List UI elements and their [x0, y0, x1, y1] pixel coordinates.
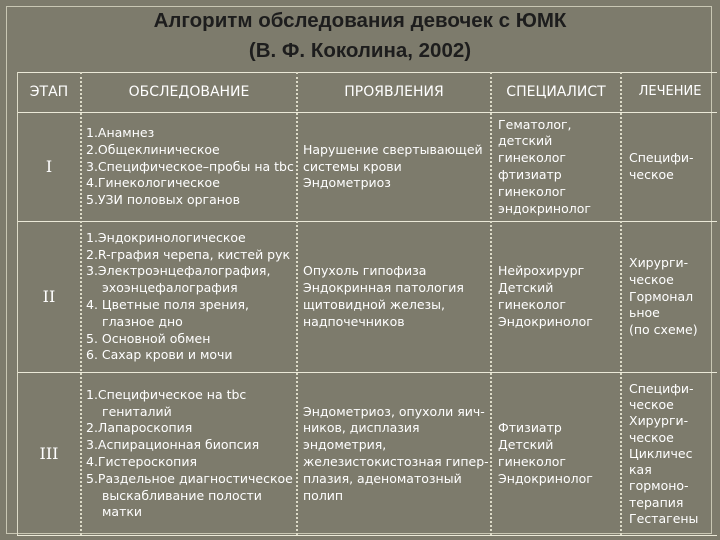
row-2-exam-item: 1.Эндокринологическое	[86, 229, 246, 245]
table-bottom-border	[17, 535, 717, 536]
column-line-2	[296, 72, 298, 535]
row-1-manifest-item: Эндометриоз	[303, 175, 391, 191]
row-1-exam-item: 5.УЗИ половых органов	[86, 192, 240, 208]
row-1-exam	[86, 113, 296, 221]
row-2-treatment-item: ьное	[629, 305, 660, 321]
row-3-manifest-item: железистокистозная гипер-	[303, 454, 489, 469]
row-1-specialist	[498, 113, 620, 221]
row-3-treatment-item: Цикличес	[629, 445, 693, 461]
row-2-specialist-item: Нейрохирург	[498, 263, 585, 279]
row-1-treatment-item: Специфи-	[629, 150, 694, 166]
row-3-exam-item: гениталий	[102, 403, 172, 419]
row-3-exam-item: 2.Лапароскопия	[86, 420, 193, 436]
row-2-stage: II	[42, 286, 56, 306]
row-2-treatment-item: Гормонал	[629, 288, 694, 304]
row-3-treatment-item: терапия	[629, 494, 684, 510]
row-3-manifest-item: плазия, аденоматозный	[303, 470, 462, 486]
row-1-stage: I	[45, 156, 53, 176]
row-1-specialist-item: фтизиатр	[498, 167, 562, 182]
row-2-treatment	[629, 222, 717, 372]
row-3-exam-item: 1.Специфическое на tbc	[86, 386, 247, 402]
row-3-treatment-item: гормоно-	[629, 478, 689, 494]
row-3-specialist-item: Детский	[498, 437, 554, 453]
header-exam: ОБСЛЕДОВАНИЕ	[128, 83, 250, 100]
row-2-exam-item: 2.R-графия черепа, кистей рук	[86, 246, 291, 262]
row-3-treatment-item: ческое	[629, 429, 674, 445]
row-3-exam-item: 3.Аспирационная биопсия	[86, 437, 260, 453]
slide-title: Алгоритм обследования девочек с ЮМК	[153, 9, 567, 32]
row-1-exam-item: 4.Гинекологическое	[86, 175, 220, 191]
row-2-specialist-item: гинеколог	[498, 297, 566, 312]
row-1-specialist-item: гинеколог	[498, 183, 566, 199]
row-2-treatment-item: Хирурги-	[629, 255, 689, 270]
row-3-treatment-item: ческое	[629, 397, 674, 413]
row-1-exam-item: 1.Анамнез	[86, 125, 155, 140]
row-1-specialist-item: детский	[498, 133, 553, 149]
header-specialist: СПЕЦИАЛИСТ	[506, 83, 606, 100]
row-3-treatment-item: Гестагены	[629, 510, 699, 526]
slide-subtitle: (В. Ф. Коколина, 2002)	[248, 39, 472, 62]
row-1-treatment-item: ческое	[629, 167, 674, 182]
row-3-stage: III	[39, 443, 59, 463]
row-3-specialist-item: Эндокринолог	[498, 470, 593, 486]
row-1-manifest-item: Нарушение свертывающей	[303, 141, 483, 157]
row-2-treatment-item: (по схеме)	[629, 322, 698, 338]
row-2-specialist	[498, 222, 620, 372]
header-treatment: ЛЕЧЕНИЕ	[638, 83, 702, 99]
row-3-specialist-item: Фтизиатр	[498, 420, 562, 436]
row-1-manifest	[303, 113, 490, 221]
row-1-specialist-item: эндокринолог	[498, 200, 591, 216]
row-1-specialist-item: гинеколог	[498, 150, 566, 166]
row-3-treatment-item: Специфи-	[629, 381, 694, 397]
row-3-exam-item: матки	[102, 504, 143, 520]
header-manifest: ПРОЯВЛЕНИЯ	[344, 83, 444, 100]
row-2-exam-item: эхоэнцефалография	[102, 280, 238, 296]
row-2-specialist-item: Эндокринолог	[498, 313, 593, 329]
column-line-4	[620, 72, 622, 535]
row-3-specialist	[498, 373, 620, 535]
row-2-exam-item: 4. Цветные поля зрения,	[86, 297, 250, 312]
row-1-manifest-item: системы крови	[303, 158, 402, 174]
row-3-exam	[86, 373, 296, 535]
row-1-treatment	[629, 113, 717, 221]
row-3-manifest-item: Эндометриоз, опухоли яич-	[303, 403, 485, 419]
row-3-exam-item: выскабливание полости	[102, 487, 262, 503]
row-2-treatment-item: ческое	[629, 271, 674, 287]
row-3-manifest-item: эндометрия,	[303, 437, 387, 453]
row-2-exam	[86, 222, 296, 372]
row-3-manifest	[303, 373, 490, 535]
row-2-exam-item: 6. Сахар крови и мочи	[86, 347, 233, 363]
row-2-specialist-item: Детский	[498, 280, 554, 296]
row-3-exam-item: 5.Раздельное диагностическое	[86, 470, 293, 486]
row-3-specialist-item: гинеколог	[498, 454, 566, 469]
row-1-exam-item: 2.Общеклиническое	[86, 141, 220, 157]
column-line-1	[80, 72, 82, 535]
row-2-manifest	[303, 222, 490, 372]
row-2-manifest-item: Опухоль гипофиза	[303, 263, 427, 279]
row-2-manifest-item: надпочечников	[303, 313, 405, 329]
header-stage: ЭТАП	[29, 83, 69, 100]
row-3-manifest-item: ников, дисплазия	[303, 420, 420, 436]
row-2-exam-item: глазное дно	[102, 313, 183, 329]
row-3-treatment	[629, 373, 717, 535]
row-2-exam-item: 3.Электроэнцефалография,	[86, 263, 271, 279]
row-1-specialist-item: Гематолог,	[498, 116, 572, 132]
row-3-treatment-item: Хирурги-	[629, 413, 689, 429]
row-2-manifest-item: Эндокринная патология	[303, 280, 464, 296]
row-2-manifest-item: щитовидной железы,	[303, 297, 445, 312]
row-3-treatment-item: кая	[629, 462, 652, 478]
column-line-3	[490, 72, 492, 535]
row-2-exam-item: 5. Основной обмен	[86, 330, 211, 346]
row-3-manifest-item: полип	[303, 487, 344, 503]
row-3-exam-item: 4.Гистероскопия	[86, 454, 197, 469]
row-1-exam-item: 3.Специфическое–пробы на tbc	[86, 158, 294, 174]
